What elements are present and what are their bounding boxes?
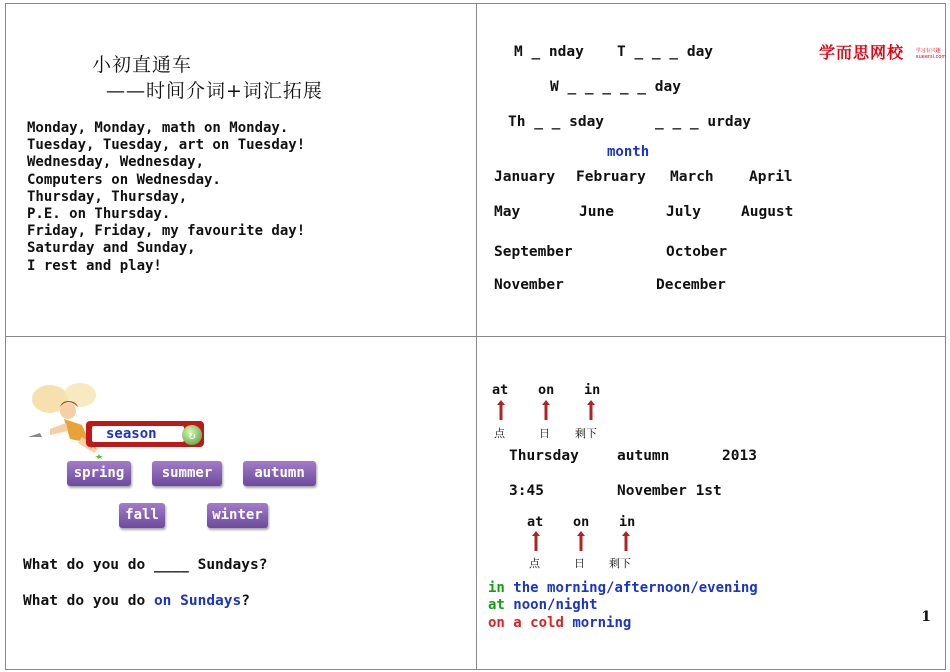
poem-line: Friday, Friday, my favourite day! xyxy=(27,223,306,240)
month-may: May xyxy=(494,204,521,220)
slide-1 xyxy=(5,3,477,337)
example-year: 2013 xyxy=(722,448,757,464)
poem-line: Thursday, Thursday, xyxy=(27,188,188,205)
search-go-icon[interactable]: ↻ xyxy=(182,425,202,445)
blank-wednesday: W _ _ _ _ _ day xyxy=(550,79,681,95)
slide-3 xyxy=(5,336,477,670)
prep-cn-at-2: 点 xyxy=(529,557,540,570)
season-winter-button[interactable]: winter xyxy=(207,503,268,528)
month-april: April xyxy=(749,169,793,185)
phrase-at-prep: at xyxy=(488,597,505,613)
arrow-up-icon xyxy=(587,400,595,420)
slide-4 xyxy=(476,336,946,670)
month-december: December xyxy=(656,277,726,293)
prep-on-2: on xyxy=(573,514,590,530)
arrow-up-icon xyxy=(497,400,505,420)
arrow-up-icon xyxy=(542,400,550,420)
month-september: September xyxy=(494,244,573,260)
prep-cn-on-2: 日 xyxy=(574,557,585,570)
page-number: 1 xyxy=(921,609,931,625)
blank-tuesday: T _ _ _ day xyxy=(617,44,714,60)
prep-at-2: at xyxy=(527,514,544,530)
slide-title: 小初直通车 xyxy=(92,54,193,76)
xueersi-logo xyxy=(819,40,946,63)
example-autumn: autumn xyxy=(617,448,670,464)
question-fill-blank: What do you do ____ Sundays? xyxy=(23,557,268,573)
month-august: August xyxy=(741,204,794,220)
question-highlight: on Sundays xyxy=(153,593,242,609)
prep-in-2: in xyxy=(619,514,636,530)
arrow-up-icon xyxy=(532,531,540,551)
phrase-at xyxy=(488,597,598,613)
month-october: October xyxy=(666,244,728,260)
phrase-in-rest: the morning/afternoon/evening xyxy=(513,580,758,596)
question-prefix: What do you do xyxy=(23,593,154,609)
phrase-in xyxy=(488,580,758,596)
poem-line: Computers on Wednesday. xyxy=(27,171,221,188)
month-june: June xyxy=(579,204,614,220)
blank-monday: M _ nday xyxy=(514,44,584,60)
prep-in: in xyxy=(584,382,601,398)
season-summer-button[interactable]: summer xyxy=(152,461,222,486)
arrow-up-icon xyxy=(622,531,630,551)
season-autumn-button[interactable]: autumn xyxy=(243,461,316,486)
season-search-input[interactable]: season xyxy=(92,426,184,442)
month-february: February xyxy=(576,169,646,185)
prep-cn-in-2: 剩下 xyxy=(609,557,631,570)
poem-line: I rest and play! xyxy=(27,257,162,274)
prep-on: on xyxy=(538,382,555,398)
slide-subtitle: ——时间介词+词汇拓展 xyxy=(106,80,323,102)
blank-saturday: _ _ _ urday xyxy=(655,114,752,130)
phrase-on-end: morning xyxy=(572,615,632,631)
question-suffix: ? xyxy=(241,593,250,609)
phrase-on-mid: a cold xyxy=(513,615,564,631)
phrase-on xyxy=(488,615,631,631)
phrase-in-prep: in xyxy=(488,580,505,596)
example-time: 3:45 xyxy=(509,483,544,499)
slide-2 xyxy=(476,3,946,337)
logo-text: 学而思网校 xyxy=(819,43,905,62)
blank-thursday: Th _ _ sday xyxy=(508,114,605,130)
month-january: January xyxy=(494,169,556,185)
season-fall-button[interactable]: fall xyxy=(119,503,165,528)
logo-url: xueersi.com xyxy=(915,53,947,60)
question-answer xyxy=(23,593,250,609)
month-november: November xyxy=(494,277,564,293)
prep-cn-on: 日 xyxy=(539,427,550,440)
poem-line: Saturday and Sunday, xyxy=(27,240,196,257)
poem-line: Tuesday, Tuesday, art on Tuesday! xyxy=(27,137,306,154)
month-march: March xyxy=(670,169,714,185)
prep-at: at xyxy=(492,382,509,398)
prep-cn-at: 点 xyxy=(494,427,505,440)
phrase-on-prep: on xyxy=(488,615,505,631)
month-heading: month xyxy=(607,144,650,160)
poem xyxy=(27,120,305,275)
example-thursday: Thursday xyxy=(509,448,579,464)
example-date: November 1st xyxy=(617,483,722,499)
logo-subtitle: 学习有兴趣 xyxy=(915,47,941,54)
poem-line: P.E. on Thursday. xyxy=(27,206,171,223)
season-spring-button[interactable]: spring xyxy=(67,461,131,486)
month-july: July xyxy=(666,204,701,220)
poem-line: Wednesday, Wednesday, xyxy=(27,154,205,171)
arrow-up-icon xyxy=(577,531,585,551)
poem-line: Monday, Monday, math on Monday. xyxy=(27,120,289,136)
phrase-at-rest: noon/night xyxy=(513,597,598,613)
prep-cn-in: 剩下 xyxy=(575,427,597,440)
